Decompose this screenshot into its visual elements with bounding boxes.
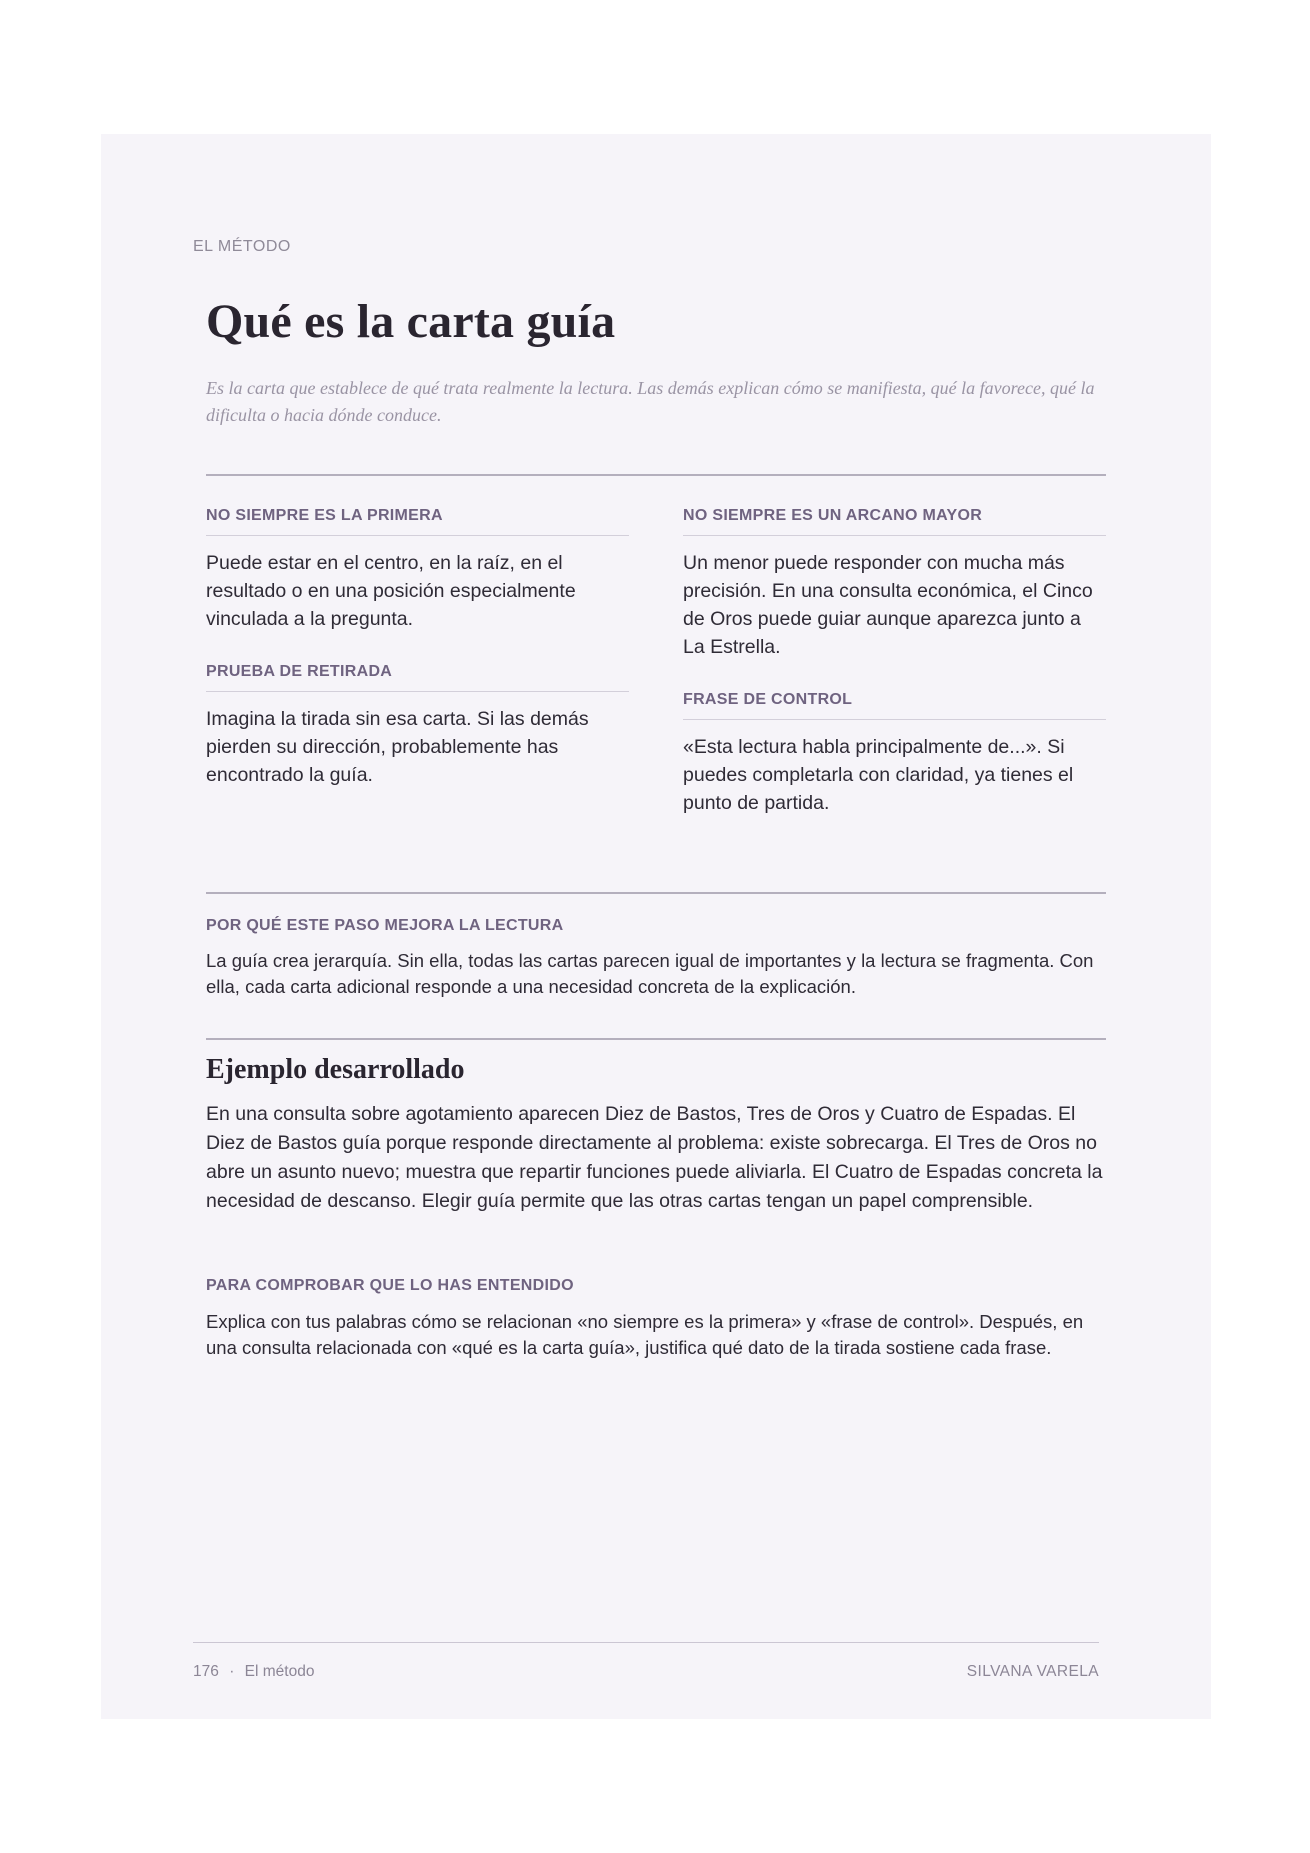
footer-separator: · [229,1663,235,1680]
footer-author: SILVANA VARELA [966,1663,1099,1680]
example-text: En una consulta sobre agotamiento aparecen Diez de Bastos, Tres de Oros y Cuatro de Espadas. El Diez de Bastos guía porque responde directamente al problema: existe sobrecarga. El Tres de Oros no abre un asunto nuevo; muestra que repartir funciones puede aliviarla. El Cuatro de Espadas concreta la necesidad de descanso. Elegir guía permite que las otras cartas tengan un papel comprensible. [206,1103,1103,1212]
why-label: POR QUÉ ESTE PASO MEJORA LA LECTURA [206,917,564,934]
why-text: La guía crea jerarquía. Sin ella, todas las cartas parecen igual de importantes y la lectura se fragmenta. Con ella, cada carta adicional responde a una necesidad concreta de la explicación. [206,950,1094,997]
footer-left [193,1663,314,1681]
left-column [206,507,629,819]
block-prueba-retirada [206,663,629,789]
check-label: PARA COMPROBAR QUE LO HAS ENTENDIDO [206,1277,574,1294]
block-text: Puede estar en el centro, en la raíz, en el resultado o en una posición especialmente vinculada a la pregunta. [206,552,576,630]
block-text: Imagina la tirada sin esa carta. Si las demás pierden su dirección, probablemente has encontrado la guía. [206,708,589,786]
lede-paragraph: Es la carta que establece de qué trata realmente la lectura. Las demás explican cómo se manifiesta, qué la favorece, qué la dificulta o hacia dónde conduce. [206,378,1095,425]
block-label: PRUEBA DE RETIRADA [206,663,629,692]
page-number: 176 [193,1663,219,1680]
book-page [101,134,1211,1719]
divider-top [206,474,1106,476]
block-label: FRASE DE CONTROL [683,691,1106,720]
block-text: Un menor puede responder con mucha más precisión. En una consulta económica, el Cinco de Oros puede guiar aunque aparezca junto a La Estrella. [683,552,1093,658]
divider-example [206,1038,1106,1040]
check-text: Explica con tus palabras cómo se relacionan «no siempre es la primera» y «frase de control». Después, en una consulta relacionada con «qué es la carta guía», justifica qué dato de la tirada sostiene cada frase. [206,1311,1084,1358]
footer-section: El método [244,1663,315,1680]
block-no-siempre-arcano [683,507,1106,661]
running-head: EL MÉTODO [193,238,291,255]
page-title: Qué es la carta guía [206,295,616,348]
footer-divider [193,1642,1099,1643]
divider-why [206,892,1106,894]
block-label: NO SIEMPRE ES UN ARCANO MAYOR [683,507,1106,536]
example-heading: Ejemplo desarrollado [206,1054,465,1085]
block-text: «Esta lectura habla principalmente de...». Si puedes completarla con claridad, ya tienes el punto de partida. [683,736,1074,814]
right-column [683,507,1106,847]
block-no-siempre-primera [206,507,629,633]
block-frase-control [683,691,1106,817]
block-label: NO SIEMPRE ES LA PRIMERA [206,507,629,536]
